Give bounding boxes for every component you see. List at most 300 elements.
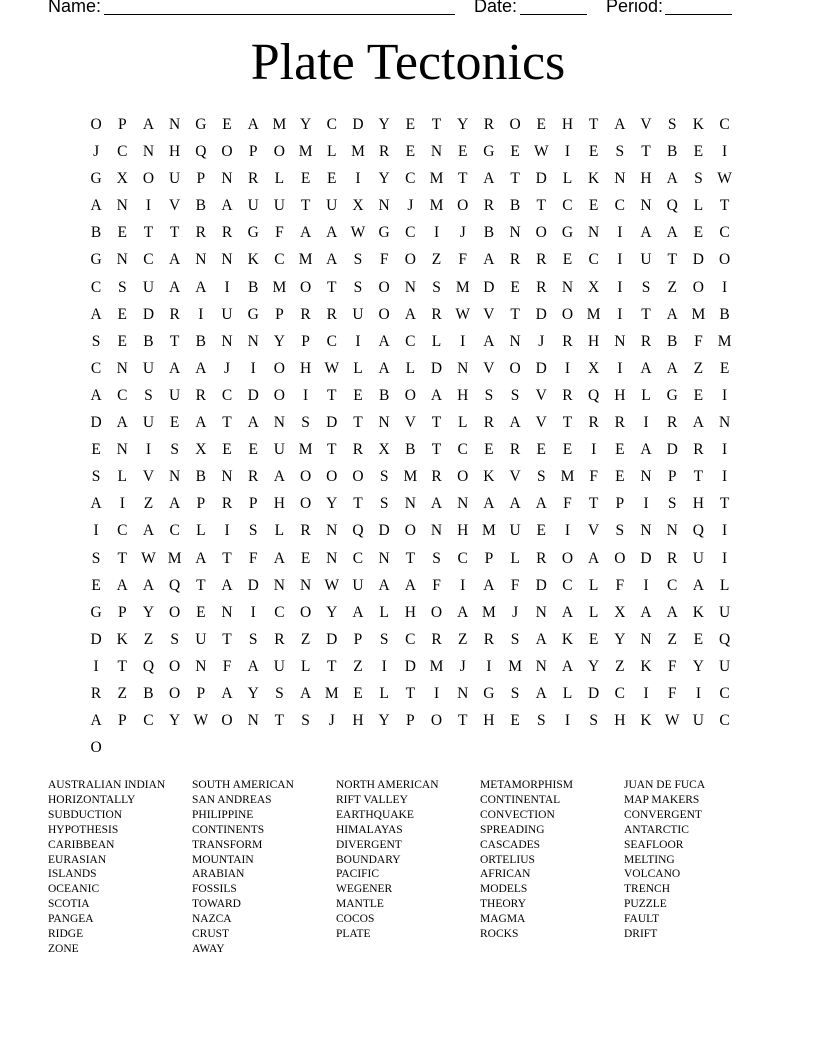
grid-letter: N: [221, 332, 233, 350]
grid-letter: A: [483, 251, 495, 269]
grid-letter: O: [273, 386, 285, 404]
grid-letter: D: [535, 170, 547, 188]
grid-letter: M: [272, 116, 287, 133]
grid-letter: A: [90, 712, 102, 730]
grid-letter: I: [643, 576, 649, 594]
grid-letter: S: [379, 468, 389, 486]
grid-letter: E: [300, 549, 311, 567]
grid-letter: H: [299, 359, 312, 377]
grid-letter: I: [617, 359, 623, 377]
grid-letter: S: [589, 712, 598, 730]
grid-letter: G: [483, 684, 495, 702]
grid-letter: F: [248, 549, 258, 567]
grid-letter: R: [483, 116, 495, 133]
date-blank-line[interactable]: [520, 14, 587, 15]
grid-letter: S: [275, 684, 284, 702]
grid-letter: I: [355, 332, 361, 350]
grid-letter: Z: [667, 278, 677, 296]
grid-letter: O: [299, 278, 312, 296]
word-bank-item: HYPOTHESIS: [48, 823, 119, 836]
grid-letter: M: [298, 143, 313, 161]
word-bank-item: AUSTRALIAN INDIAN: [48, 779, 166, 791]
grid-letter: R: [483, 414, 495, 432]
grid-letter: E: [117, 305, 128, 323]
grid-letter: H: [588, 332, 600, 350]
grid-letter: S: [91, 332, 101, 350]
grid-letter: E: [117, 224, 128, 242]
grid-letter: N: [221, 468, 233, 486]
grid-letter: G: [247, 224, 259, 242]
grid-letter: K: [483, 468, 495, 486]
grid-letter: A: [692, 576, 704, 594]
grid-letter: T: [457, 170, 468, 188]
grid-letter: S: [510, 630, 520, 648]
grid-letter: I: [617, 224, 623, 242]
grid-letter: C: [405, 332, 416, 350]
grid-letter: Z: [667, 630, 677, 648]
grid-letter: B: [143, 332, 154, 350]
grid-letter: E: [248, 441, 258, 459]
grid-letter: S: [301, 712, 310, 730]
grid-letter: U: [195, 630, 207, 648]
grid-letter: Q: [588, 386, 600, 404]
grid-letter: A: [352, 603, 364, 621]
grid-letter: E: [562, 441, 573, 459]
grid-letter: O: [430, 603, 443, 621]
grid-letter: I: [564, 522, 571, 540]
grid-letter: N: [273, 414, 285, 432]
grid-letter: R: [221, 224, 233, 242]
grid-letter: C: [562, 576, 573, 594]
grid-letter: A: [90, 197, 102, 215]
grid-letter: L: [379, 684, 389, 702]
grid-letter: C: [143, 712, 154, 730]
grid-letter: A: [221, 684, 233, 702]
grid-letter: A: [221, 197, 233, 215]
grid-letter: N: [247, 332, 259, 350]
grid-letter: F: [667, 657, 677, 675]
period-blank-line[interactable]: [665, 14, 732, 15]
grid-letter: E: [588, 630, 599, 648]
grid-letter: N: [116, 359, 128, 377]
grid-letter: W: [455, 305, 471, 323]
grid-letter: P: [353, 630, 363, 648]
grid-letter: S: [117, 278, 127, 296]
grid-letter: T: [431, 414, 442, 432]
grid-letter: D: [90, 630, 102, 648]
grid-letter: D: [666, 441, 678, 459]
grid-letter: J: [328, 712, 335, 730]
grid-letter: S: [379, 495, 389, 513]
grid-letter: H: [561, 116, 574, 133]
word-column: [336, 778, 480, 957]
grid-letter: Y: [692, 657, 704, 675]
word-column: [192, 778, 336, 957]
word-bank-item: PHILIPPINE: [192, 808, 254, 821]
grid-letter: A: [299, 224, 312, 242]
grid-letter: B: [509, 197, 521, 215]
grid-letter: A: [247, 657, 259, 675]
word-bank-item: ARABIAN: [192, 868, 245, 881]
grid-letter: T: [405, 549, 416, 567]
grid-letter: B: [378, 386, 390, 404]
grid-letter: U: [169, 170, 181, 188]
grid-letter: G: [90, 251, 102, 269]
word-bank-item: MODELS: [480, 883, 528, 896]
grid-letter: T: [327, 657, 337, 675]
grid-letter: A: [561, 657, 574, 675]
grid-letter: F: [694, 332, 703, 350]
grid-letter: T: [719, 495, 730, 513]
grid-letter: L: [431, 332, 442, 350]
grid-letter: N: [614, 332, 626, 350]
grid-letter: A: [535, 684, 547, 702]
name-blank-line[interactable]: [104, 14, 455, 15]
grid-letter: B: [405, 441, 416, 459]
grid-letter: A: [535, 495, 547, 513]
grid-letter: I: [250, 603, 256, 621]
grid-letter: T: [222, 549, 232, 567]
grid-letter: J: [407, 197, 414, 215]
grid-letter: R: [221, 495, 233, 513]
grid-letter: P: [484, 549, 494, 567]
grid-letter: A: [640, 603, 652, 621]
word-bank-item: AWAY: [192, 942, 225, 955]
word-bank: [48, 778, 768, 957]
grid-letter: Y: [169, 712, 181, 730]
grid-letter: F: [432, 576, 441, 594]
grid-letter: A: [142, 576, 155, 594]
grid-letter: D: [352, 116, 364, 133]
grid-letter: W: [324, 576, 340, 594]
grid-letter: N: [640, 197, 652, 215]
grid-letter: N: [273, 576, 285, 594]
grid-letter: E: [536, 116, 547, 133]
grid-letter: O: [457, 468, 469, 486]
grid-letter: E: [588, 197, 599, 215]
grid-letter: H: [169, 143, 181, 161]
grid-letter: E: [510, 143, 520, 161]
grid-letter: I: [460, 332, 466, 350]
grid-letter: C: [588, 251, 599, 269]
grid-letter: J: [512, 603, 519, 621]
grid-letter: Y: [457, 116, 469, 133]
grid-letter: L: [693, 197, 704, 215]
grid-letter: I: [722, 468, 728, 486]
grid-letter: T: [353, 414, 363, 432]
grid-letter: S: [667, 495, 677, 513]
grid-letter: E: [615, 468, 625, 486]
word-bank-item: SPREADING: [480, 823, 545, 836]
grid-letter: E: [222, 116, 232, 133]
grid-letter: Y: [588, 657, 600, 675]
grid-letter: M: [586, 305, 601, 323]
grid-letter: S: [432, 278, 441, 296]
grid-letter: R: [483, 197, 495, 215]
grid-letter: I: [93, 657, 99, 675]
grid-letter: R: [90, 684, 102, 702]
grid-letter: N: [326, 549, 338, 567]
grid-letter: Y: [142, 603, 155, 621]
grid-letter: C: [405, 224, 416, 242]
grid-letter: N: [614, 170, 626, 188]
word-bank-item: TRENCH: [624, 883, 670, 896]
grid-letter: Y: [378, 712, 390, 730]
grid-letter: H: [457, 386, 469, 404]
grid-letter: N: [116, 441, 128, 459]
grid-letter: A: [169, 278, 181, 296]
grid-letter: Z: [353, 657, 363, 675]
grid-letter: T: [169, 224, 180, 242]
grid-letter: G: [247, 305, 259, 323]
grid-letter: N: [169, 116, 181, 133]
grid-letter: S: [615, 143, 625, 161]
grid-letter: D: [247, 576, 259, 594]
grid-letter: S: [170, 441, 179, 459]
grid-letter: A: [666, 224, 678, 242]
grid-letter: V: [640, 116, 652, 133]
grid-letter: F: [458, 251, 468, 269]
grid-letter: A: [116, 576, 128, 594]
grid-letter: A: [195, 278, 207, 296]
grid-letter: E: [719, 359, 730, 377]
word-bank-item: ZONE: [48, 942, 79, 955]
grid-letter: A: [483, 170, 495, 188]
grid-letter: U: [326, 197, 338, 215]
grid-letter: U: [142, 278, 155, 296]
grid-letter: N: [247, 712, 259, 730]
grid-letter: T: [719, 197, 730, 215]
grid-letter: J: [93, 143, 100, 161]
grid-letter: X: [614, 603, 626, 621]
grid-letter: O: [273, 359, 285, 377]
grid-letter: D: [142, 305, 155, 323]
grid-letter: M: [403, 468, 418, 486]
grid-letter: S: [248, 630, 258, 648]
grid-letter: I: [564, 712, 571, 730]
grid-letter: E: [327, 170, 337, 188]
letter-grid: [83, 111, 738, 761]
grid-letter: Q: [692, 522, 704, 540]
grid-letter: I: [722, 441, 728, 459]
grid-letter: D: [535, 576, 547, 594]
grid-letter: O: [221, 143, 233, 161]
word-bank-item: HORIZONTALLY: [48, 793, 136, 806]
grid-letter: N: [116, 251, 128, 269]
grid-letter: O: [221, 712, 233, 730]
word-bank-item: CONVECTION: [480, 808, 555, 821]
grid-letter: O: [169, 657, 181, 675]
grid-letter: L: [588, 576, 599, 594]
grid-letter: I: [198, 305, 204, 323]
word-bank-item: CARIBBEAN: [48, 838, 115, 851]
grid-letter: C: [614, 684, 626, 702]
grid-letter: H: [404, 603, 416, 621]
grid-letter: B: [248, 278, 259, 296]
grid-letter: I: [486, 657, 492, 675]
grid-letter: G: [666, 386, 678, 404]
grid-letter: F: [615, 576, 625, 594]
grid-letter: O: [561, 549, 574, 567]
grid-letter: C: [221, 386, 233, 404]
grid-letter: T: [510, 305, 520, 323]
grid-letter: S: [301, 414, 310, 432]
grid-letter: K: [640, 657, 652, 675]
grid-letter: Y: [614, 630, 626, 648]
word-bank-item: METAMORPHISM: [480, 779, 574, 791]
word-bank-item: MELTING: [624, 853, 675, 866]
grid-letter: G: [378, 224, 390, 242]
grid-letter: L: [274, 522, 285, 540]
grid-letter: D: [90, 414, 102, 432]
grid-letter: O: [561, 305, 574, 323]
grid-letter: Z: [143, 495, 154, 513]
grid-letter: U: [142, 414, 155, 432]
grid-letter: U: [247, 197, 259, 215]
grid-letter: M: [298, 251, 313, 269]
grid-letter: I: [433, 224, 440, 242]
grid-letter: W: [717, 170, 732, 188]
grid-letter: L: [719, 576, 730, 594]
grid-letter: E: [693, 143, 704, 161]
grid-letter: A: [640, 359, 652, 377]
grid-letter: O: [326, 468, 338, 486]
grid-letter: T: [300, 197, 311, 215]
grid-letter: A: [299, 684, 312, 702]
grid-letter: I: [93, 522, 99, 540]
grid-letter: N: [221, 251, 233, 269]
grid-letter: A: [483, 332, 495, 350]
grid-letter: I: [355, 170, 361, 188]
word-bank-item: FOSSILS: [192, 883, 237, 896]
grid-letter: N: [116, 197, 128, 215]
grid-letter: K: [640, 712, 652, 730]
grid-letter: M: [482, 522, 496, 540]
grid-letter: M: [429, 657, 444, 675]
word-bank-item: VOLCANO: [624, 868, 681, 881]
grid-letter: A: [666, 305, 678, 323]
grid-letter: E: [353, 386, 363, 404]
grid-letter: D: [247, 386, 259, 404]
grid-letter: L: [300, 657, 311, 675]
grid-letter: C: [274, 603, 285, 621]
grid-letter: A: [326, 224, 338, 242]
grid-letter: B: [719, 305, 730, 323]
grid-letter: O: [509, 116, 521, 133]
grid-letter: S: [91, 549, 101, 567]
grid-letter: Y: [299, 116, 312, 133]
grid-letter: Z: [117, 684, 128, 702]
grid-letter: B: [195, 332, 207, 350]
grid-letter: I: [617, 278, 623, 296]
grid-letter: D: [430, 359, 443, 377]
grid-letter: R: [667, 549, 678, 567]
word-bank-item: COCOS: [336, 913, 375, 926]
grid-letter: B: [195, 197, 207, 215]
grid-letter: H: [273, 495, 285, 513]
grid-letter: Q: [142, 657, 155, 675]
grid-letter: I: [643, 414, 649, 432]
grid-letter: M: [455, 278, 470, 296]
grid-letter: U: [509, 522, 521, 540]
grid-letter: A: [169, 251, 181, 269]
grid-letter: P: [248, 495, 258, 513]
grid-letter: I: [591, 441, 597, 459]
grid-letter: O: [509, 359, 521, 377]
grid-letter: A: [509, 495, 521, 513]
grid-letter: O: [718, 251, 731, 269]
grid-letter: N: [195, 657, 207, 675]
grid-letter: O: [378, 278, 390, 296]
grid-letter: D: [326, 630, 338, 648]
grid-letter: W: [664, 712, 680, 730]
grid-letter: A: [588, 549, 600, 567]
grid-letter: A: [169, 359, 181, 377]
grid-letter: U: [352, 305, 364, 323]
grid-letter: M: [482, 603, 496, 621]
grid-letter: P: [196, 170, 206, 188]
grid-letter: T: [693, 468, 704, 486]
grid-letter: I: [722, 278, 728, 296]
grid-letter: A: [378, 332, 390, 350]
grid-letter: T: [117, 657, 128, 675]
grid-letter: I: [224, 522, 230, 540]
grid-letter: A: [640, 224, 652, 242]
word-bank-item: WEGENER: [336, 883, 393, 896]
grid-letter: O: [352, 468, 364, 486]
grid-letter: S: [170, 630, 179, 648]
grid-letter: N: [640, 468, 652, 486]
grid-letter: A: [378, 576, 390, 594]
grid-letter: I: [145, 197, 152, 215]
grid-letter: S: [615, 522, 625, 540]
grid-letter: C: [169, 522, 180, 540]
grid-letter: I: [564, 359, 571, 377]
grid-letter: W: [324, 359, 340, 377]
grid-letter: D: [378, 522, 390, 540]
grid-letter: I: [617, 251, 623, 269]
grid-letter: Q: [352, 522, 364, 540]
word-bank-item: NAZCA: [192, 913, 232, 926]
grid-letter: I: [250, 359, 256, 377]
grid-letter: E: [91, 441, 101, 459]
grid-letter: Z: [615, 657, 625, 675]
word-bank-item: OCEANIC: [48, 883, 100, 896]
grid-letter: C: [719, 712, 730, 730]
grid-letter: F: [589, 468, 598, 486]
grid-letter: I: [381, 657, 387, 675]
grid-letter: Z: [431, 251, 442, 269]
grid-letter: U: [640, 251, 652, 269]
grid-letter: D: [483, 278, 495, 296]
grid-letter: U: [221, 305, 233, 323]
grid-letter: O: [535, 224, 547, 242]
grid-letter: P: [275, 305, 284, 323]
grid-letter: N: [509, 332, 521, 350]
grid-letter: M: [691, 305, 706, 323]
grid-letter: N: [326, 522, 338, 540]
grid-letter: I: [695, 684, 701, 702]
grid-letter: L: [562, 684, 573, 702]
grid-letter: Z: [300, 630, 311, 648]
grid-letter: V: [483, 305, 495, 323]
grid-letter: T: [510, 170, 520, 188]
grid-letter: I: [119, 495, 125, 513]
grid-letter: P: [117, 712, 127, 730]
grid-letter: O: [404, 386, 416, 404]
period-label: Period:: [606, 0, 664, 16]
grid-letter: O: [404, 522, 416, 540]
